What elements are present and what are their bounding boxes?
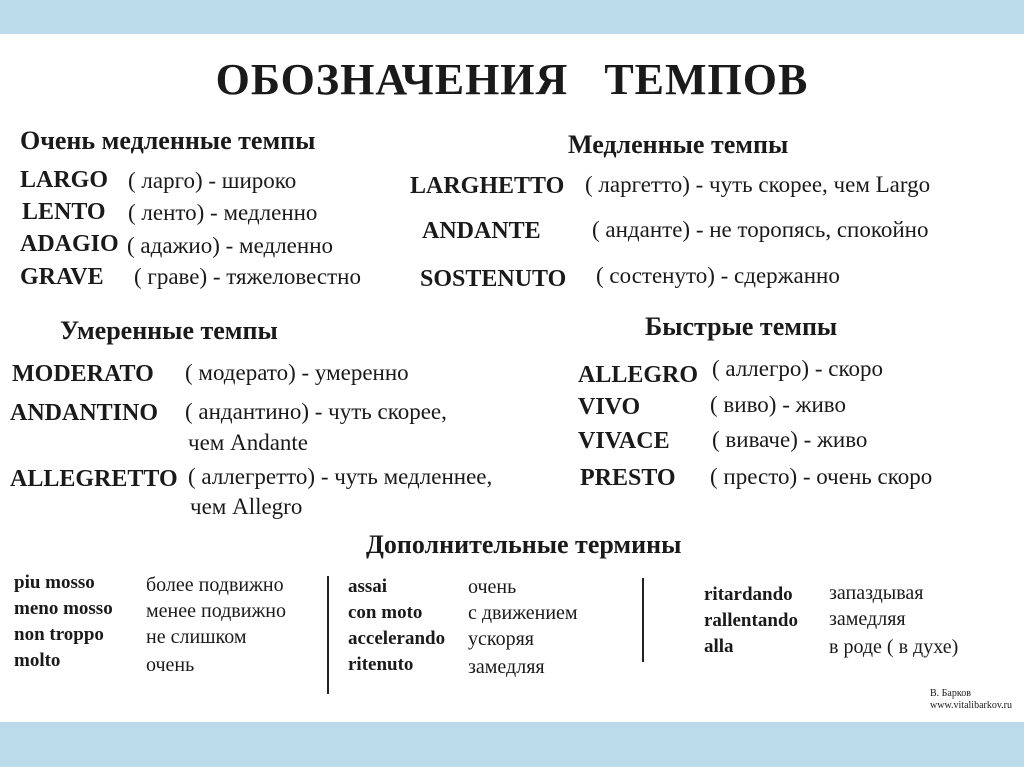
term-allegro: ALLEGRO: [578, 362, 699, 388]
term-andantino: ANDANTINO: [10, 400, 159, 426]
term-ritardando: ritardando: [704, 584, 793, 605]
desc-largo: ( ларго) - широко: [128, 168, 297, 193]
term-grave: GRAVE: [20, 264, 104, 290]
term-vivace: VIVACE: [578, 428, 670, 454]
term-sostenuto: SOSTENUTO: [420, 266, 567, 292]
desc-andantino-cont: чем Andante: [188, 430, 308, 455]
term-con-moto: con moto: [348, 602, 423, 623]
column-divider-2: [642, 578, 644, 662]
desc-larghetto: ( ларгетто) - чуть скорее, чем Largo: [585, 172, 931, 197]
term-largo: LARGO: [20, 167, 109, 193]
desc-rallentando: замедляя: [829, 608, 906, 630]
desc-allegro: ( аллегро) - скоро: [712, 356, 883, 381]
term-assai: assai: [348, 576, 388, 597]
desc-alla: в роде ( в духе): [829, 636, 959, 658]
desc-assai: очень: [468, 576, 517, 598]
desc-lento: ( ленто) - медленно: [128, 200, 318, 225]
very-slow-heading: Очень медленные темпы: [20, 126, 316, 155]
poster-sheet: [0, 34, 1024, 722]
term-larghetto: LARGHETTO: [410, 173, 565, 199]
desc-ritardando: запаздывая: [829, 582, 924, 604]
desc-meno-mosso: менее подвижно: [146, 600, 286, 622]
term-moderato: MODERATO: [12, 361, 154, 387]
term-accelerando: accelerando: [348, 628, 446, 649]
term-molto: molto: [14, 650, 61, 671]
term-ritenuto: ritenuto: [348, 654, 414, 675]
desc-moderato: ( модерато) - умеренно: [185, 360, 409, 385]
slow-heading: Медленные темпы: [568, 130, 789, 159]
term-andante: ANDANTE: [422, 218, 541, 244]
desc-andantino: ( андантино) - чуть скорее,: [185, 399, 447, 424]
term-lento: LENTO: [22, 199, 106, 225]
desc-allegretto: ( аллегретто) - чуть медленнее,: [188, 464, 493, 489]
term-piu-mosso: piu mosso: [14, 572, 95, 593]
desc-grave: ( граве) - тяжеловестно: [134, 264, 361, 289]
desc-andante: ( анданте) - не торопясь, спокойно: [592, 217, 929, 242]
moderate-heading: Умеренные темпы: [60, 316, 278, 345]
desc-accelerando: ускоряя: [468, 628, 534, 650]
additional-heading: Дополнительные термины: [366, 530, 682, 559]
term-allegretto: ALLEGRETTO: [10, 466, 178, 492]
desc-presto: ( престо) - очень скоро: [710, 464, 933, 489]
term-alla: alla: [704, 636, 734, 657]
desc-allegretto-cont: чем Allegro: [190, 494, 303, 519]
credit-author: В. Барков: [930, 688, 971, 699]
desc-molto: очень: [146, 654, 195, 676]
desc-con-moto: с движением: [468, 602, 578, 624]
desc-sostenuto: ( состенуто) - сдержанно: [596, 263, 840, 288]
term-presto: PRESTO: [580, 465, 676, 491]
term-rallentando: rallentando: [704, 610, 798, 631]
column-divider-1: [327, 576, 329, 694]
term-vivo: VIVO: [578, 394, 641, 420]
desc-non-troppo: не слишком: [146, 626, 247, 648]
term-non-troppo: non troppo: [14, 624, 104, 645]
desc-adagio: ( адажио) - медленно: [127, 233, 334, 258]
desc-vivo: ( виво) - живо: [710, 392, 847, 417]
credit: [930, 688, 1012, 712]
credit-site: www.vitalibarkov.ru: [930, 700, 1013, 711]
fast-heading: Быстрые темпы: [645, 312, 838, 341]
term-adagio: ADAGIO: [20, 231, 119, 257]
desc-piu-mosso: более подвижно: [146, 574, 284, 596]
desc-vivace: ( виваче) - живо: [712, 427, 868, 452]
desc-ritenuto: замедляя: [468, 656, 545, 678]
term-meno-mosso: meno mosso: [14, 598, 113, 619]
page-title: ОБОЗНАЧЕНИЯ ТЕМПОВ: [215, 55, 809, 104]
